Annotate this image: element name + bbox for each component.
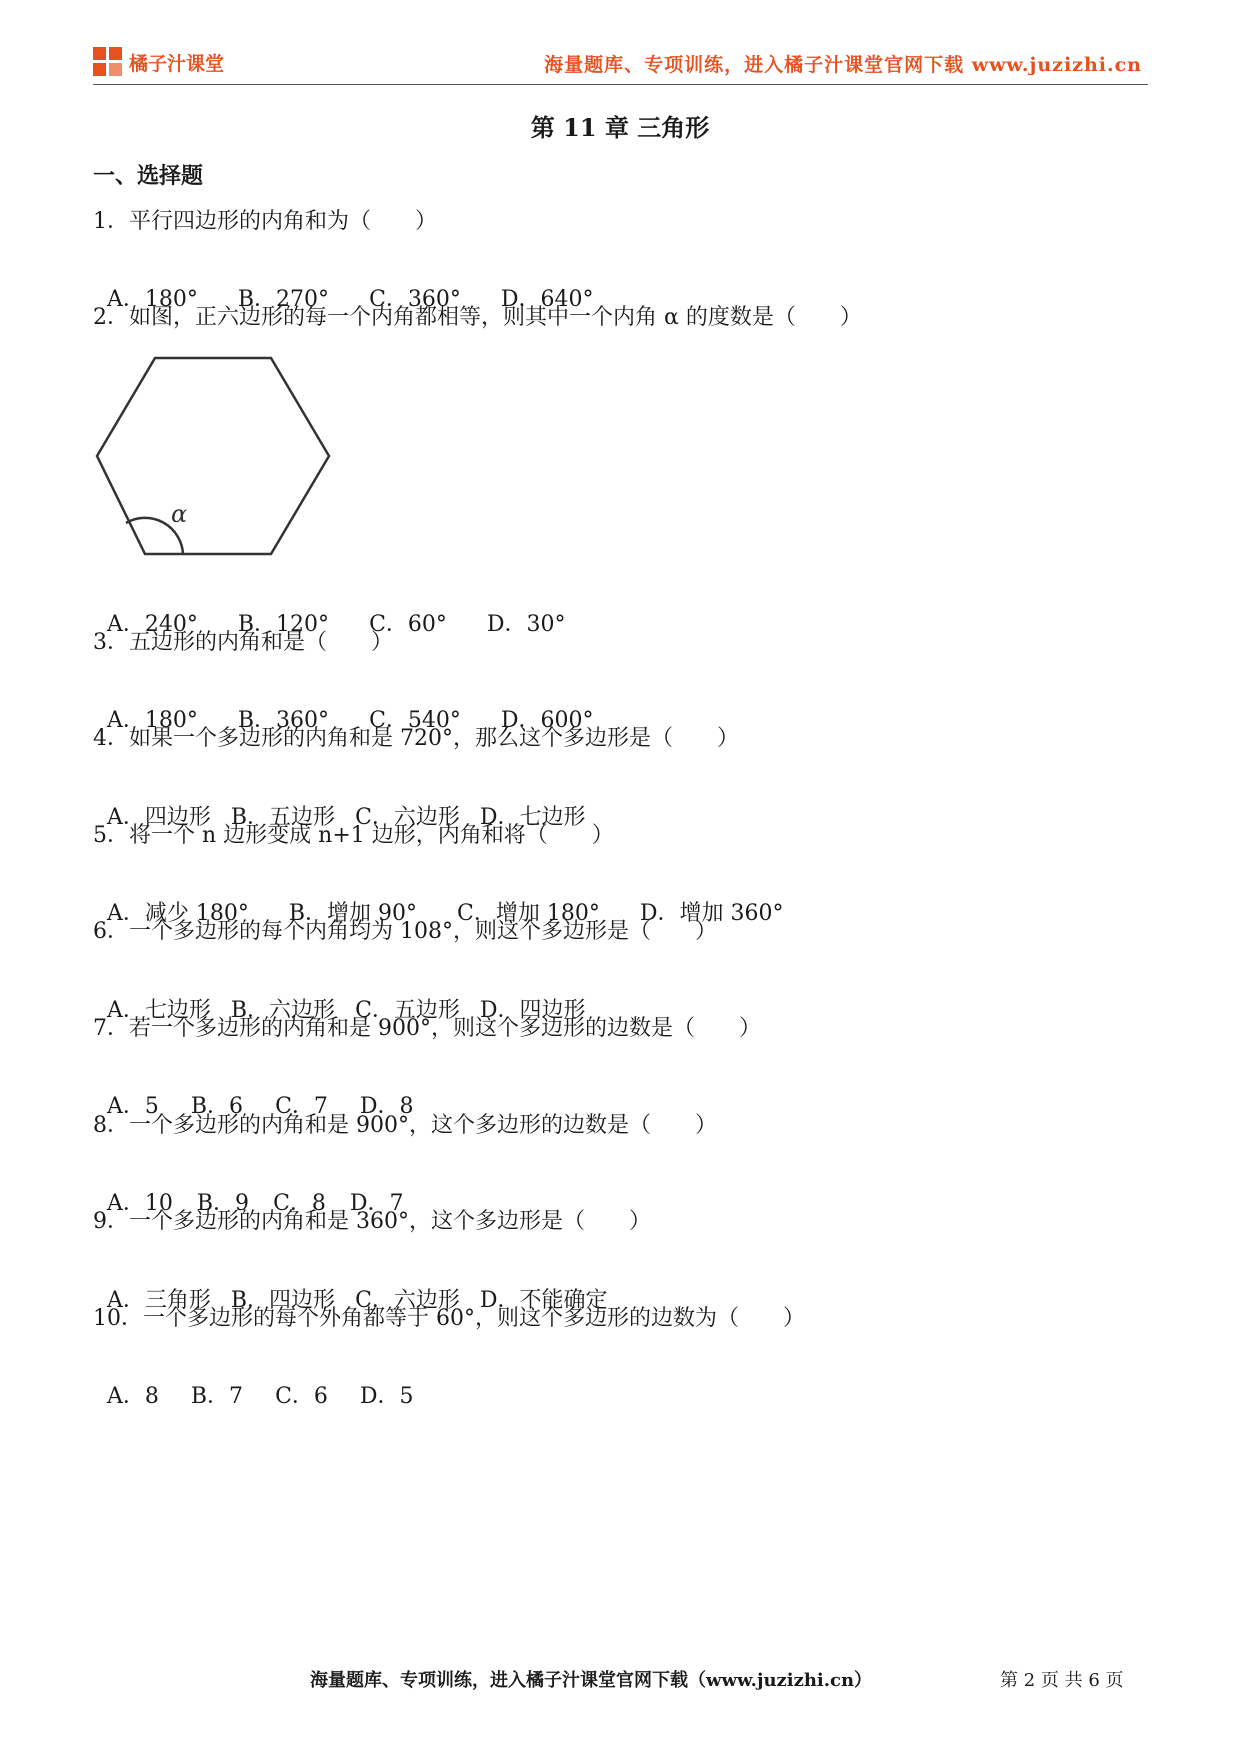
option: A．240° (107, 612, 198, 637)
option: C．六边形 (355, 1288, 460, 1313)
option: D．七边形 (479, 805, 586, 830)
question-10-options (93, 1352, 446, 1412)
brand-name: 橘子汁课堂 (129, 52, 225, 75)
option: C．6 (275, 1384, 328, 1409)
option: B．9 (196, 1191, 250, 1216)
option: A．180° (107, 708, 198, 733)
option: B．270° (237, 287, 330, 312)
option: C．7 (275, 1094, 328, 1119)
option: A．减少 180° (107, 901, 249, 926)
option: C．60° (369, 612, 447, 637)
hexagon-shape (97, 358, 329, 554)
header-divider (93, 84, 1148, 85)
question-2-stem: 2．如图，正六边形的每一个内角都相等，则其中一个内角 α 的度数是（ ） (93, 305, 862, 330)
option: A．8 (107, 1384, 159, 1409)
option: D．7 (349, 1191, 404, 1216)
brand-logo-icon (93, 47, 123, 77)
angle-label: α (171, 500, 188, 528)
option: B．五边形 (230, 805, 336, 830)
option: A．四边形 (107, 805, 211, 830)
page-header (93, 40, 1148, 84)
option: B．360° (237, 708, 330, 733)
option: C．8 (273, 1191, 326, 1216)
option: C．六边形 (355, 805, 460, 830)
option: C．增加 180° (457, 901, 600, 926)
option: D．四边形 (479, 998, 586, 1023)
option: A．七边形 (107, 998, 211, 1023)
option: C．540° (369, 708, 461, 733)
page-number: 第 2 页 共 6 页 (1000, 1670, 1124, 1691)
page-title: 第 11 章 三角形 (530, 113, 710, 142)
question-6-stem: 6．一个多边形的每个内角均为 108°，则这个多边形是（ ） (93, 919, 717, 944)
option: D．8 (359, 1094, 414, 1119)
question-5-stem: 5．将一个 n 边形变成 n+1 边形，内角和将（ ） (93, 823, 614, 848)
option: B．6 (190, 1094, 244, 1119)
footer-text: 海量题库、专项训练，进入橘子汁课堂官网下载（www.juzizhi.cn） (310, 1670, 873, 1691)
option: B．增加 90° (288, 901, 418, 926)
option: B．120° (237, 612, 330, 637)
brand-logo (93, 46, 224, 78)
section-heading: 一、选择题 (93, 163, 204, 189)
option: A．5 (107, 1094, 159, 1119)
question-9-stem: 9．一个多边形的内角和是 360°，这个多边形是（ ） (93, 1209, 651, 1234)
option: D．640° (500, 287, 594, 312)
option: A．180° (107, 287, 198, 312)
question-10-stem: 10．一个多边形的每个外角都等于 60°，则这个多边形的边数为（ ） (93, 1306, 805, 1331)
option: D．600° (500, 708, 594, 733)
option: B．四边形 (230, 1288, 336, 1313)
question-7-stem: 7．若一个多边形的内角和是 900°，则这个多边形的边数是（ ） (93, 1016, 761, 1041)
question-4-stem: 4．如果一个多边形的内角和是 720°，那么这个多边形是（ ） (93, 726, 739, 751)
option: D．5 (359, 1384, 414, 1409)
option: B．六边形 (230, 998, 336, 1023)
hexagon-figure (93, 354, 333, 560)
question-8-stem: 8．一个多边形的内角和是 900°，这个多边形的边数是（ ） (93, 1113, 717, 1138)
question-3-stem: 3．五边形的内角和是（ ） (93, 630, 393, 655)
option: C．五边形 (355, 998, 460, 1023)
option: B．7 (190, 1384, 244, 1409)
option: D．不能确定 (479, 1288, 608, 1313)
option: A．三角形 (107, 1288, 211, 1313)
option: D．30° (486, 612, 566, 637)
option: C．360° (369, 287, 461, 312)
option: D．增加 360° (639, 901, 784, 926)
header-slogan: 海量题库、专项训练，进入橘子汁课堂官网下载 www.juzizhi.cn (544, 54, 1142, 76)
option: A．10 (107, 1191, 173, 1216)
question-1-stem: 1．平行四边形的内角和为（ ） (93, 209, 437, 234)
